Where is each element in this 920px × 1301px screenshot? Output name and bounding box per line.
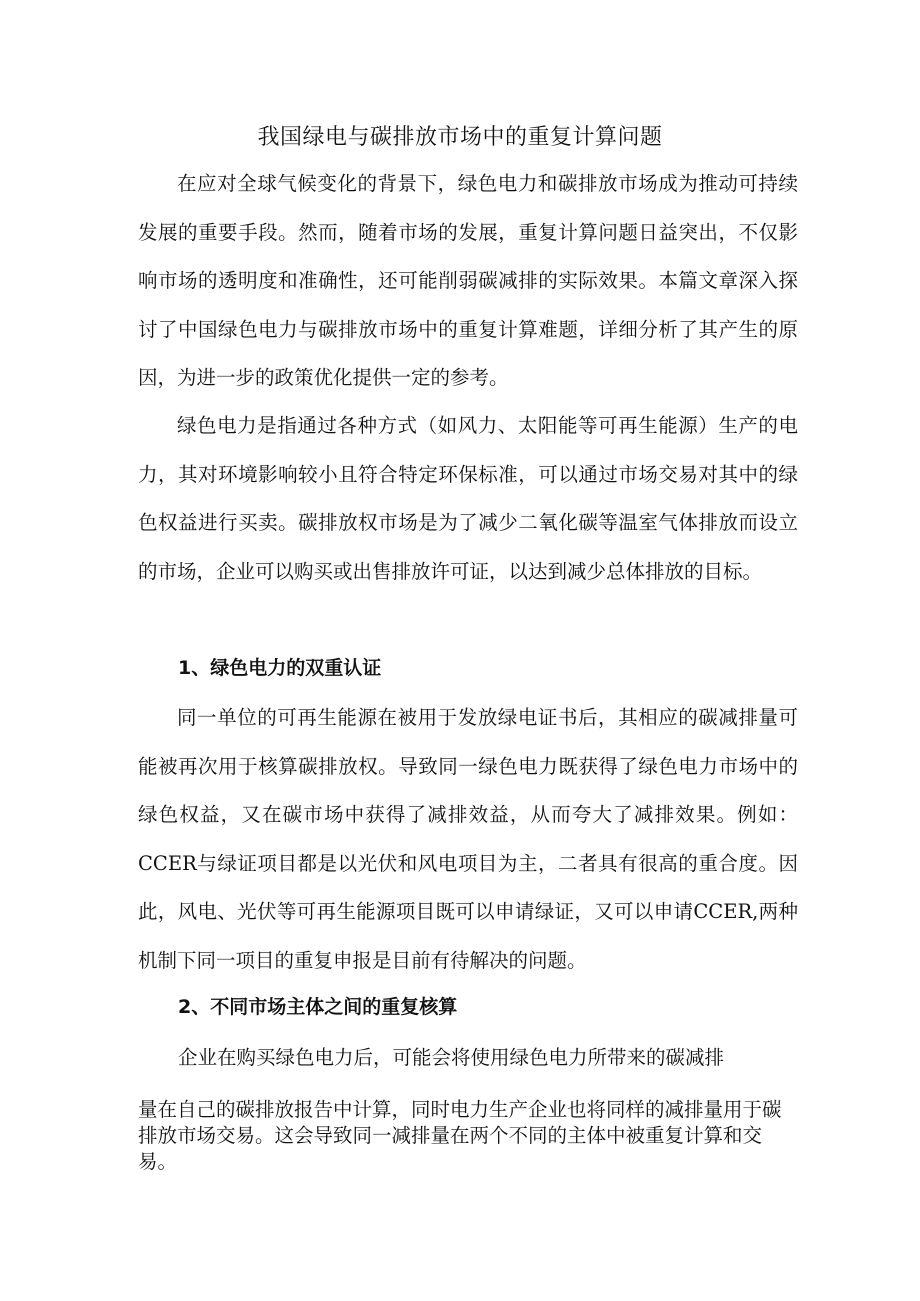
document-title: 我国绿电与碳排放市场中的重复计算问题: [257, 125, 663, 150]
section-1-heading: 1、绿色电力的双重认证: [178, 657, 382, 679]
definition-paragraph: 绿色电力是指通过各种方式（如风力、太阳能等可再生能源）生产的电力，其对环境影响较小且符合特定环保标准，可以通过市场交易对其中的绿色权益进行买卖。碳排放权市场是为了减少二氧化碳等温室气体排放而设立的市场，企业可以购买或出售排放许可证，以达到减少总体排放的目标。: [138, 414, 798, 583]
section-2-first-line: 企业在购买绿色电力后，可能会将使用绿色电力所带来的碳减排: [178, 1046, 725, 1069]
section-2-body: 量在自己的碳排放报告中计算，同时电力生产企业也将同样的减排量用于碳排放市场交易。这会导致同一减排量在两个不同的主体中被重复计算和交易。: [138, 1098, 782, 1173]
section-1-body: 同一单位的可再生能源在被用于发放绿电证书后，其相应的碳减排量可能被再次用于核算碳排放权。导致同一绿色电力既获得了绿色电力市场中的绿色权益，又在碳市场中获得了减排效益，从而夸大了减排效果。例如：CCER与绿证项目都是以光伏和风电项目为主，二者具有很高的重合度。因此，风电、光伏等可再生能源项目既可以申请绿证，又可以申请CCER,两种机制下同一项目的重复申报是目前有待解决的问题。: [138, 706, 798, 972]
intro-paragraph: 在应对全球气候变化的背景下，绿色电力和碳排放市场成为推动可持续发展的重要手段。然而，随着市场的发展，重复计算问题日益突出，不仅影响市场的透明度和准确性，还可能削弱碳减排的实际效果。本篇文章深入探讨了中国绿色电力与碳排放市场中的重复计算难题，详细分析了其产生的原因，为进一步的政策优化提供一定的参考。: [138, 172, 798, 389]
section-2-heading: 2、不同市场主体之间的重复核算: [178, 996, 458, 1018]
